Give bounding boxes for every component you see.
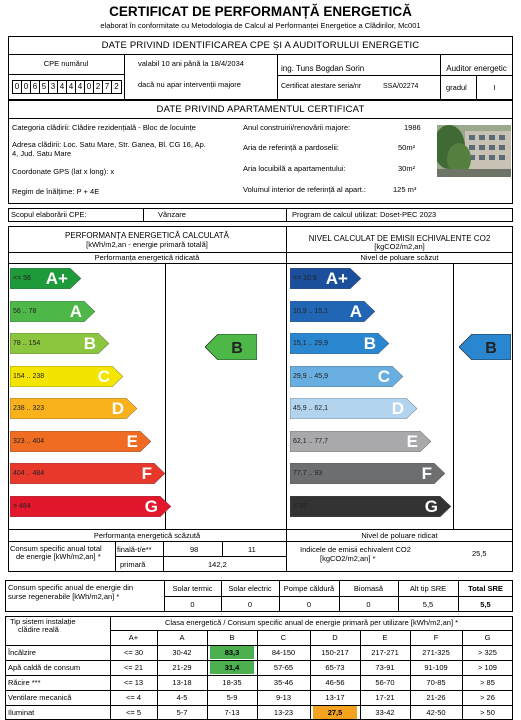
class-row-name: Răcire *** (8, 678, 41, 687)
class-range-label: 238 .. 323 (13, 405, 45, 412)
auditor-role: Auditor energetic (446, 64, 507, 73)
apartment-section-title: DATE PRIVIND APARTAMENTUL CERTIFICAT (156, 104, 365, 115)
class-cell: 65-73 (325, 663, 345, 672)
right_panel-class-bar-d (290, 398, 418, 419)
class-cell: 13-17 (325, 693, 345, 702)
class-range-label: 15,1 .. 29,9 (293, 340, 329, 347)
auditor-name: ing. Tuns Bogdan Sorin (281, 64, 365, 73)
final-energy-t: 98 (190, 545, 199, 554)
class-grade-letter: C (97, 366, 110, 386)
renewable-value: 5,5 (480, 600, 491, 609)
emission-index-label-1: Indicele de emisii echivalent CO2 (300, 545, 411, 554)
class-cell: 13-23 (273, 708, 294, 717)
consumption-label-1: Consum specific anual total (10, 544, 102, 553)
volume-label: Volumul interior de referință al apart.: (243, 185, 366, 194)
building-category: Categoria clădirii: Clădire rezidențială - Bloc de locuințe (12, 123, 196, 132)
class-cell: > 109 (478, 663, 497, 672)
left_panel-class-bar-b (10, 333, 110, 354)
class-cell: 271-325 (422, 648, 450, 657)
class-range-label: 154 .. 238 (13, 372, 45, 380)
class-cell: <= 21 (123, 663, 144, 672)
primary-energy-value: 142,2 (208, 560, 227, 569)
right-panel-subtitle: [kgCO2/m2,an] (374, 242, 425, 251)
cpe-digit: 2 (94, 81, 103, 93)
class-range-label: > 93 (293, 502, 307, 510)
cert-series-label: Certificat atestare seria/nr (281, 83, 362, 90)
class-cell: 33-42 (375, 708, 395, 717)
renewable-value: 5,5 (422, 600, 434, 609)
cpe-number-digits (12, 80, 122, 94)
gps-coordinates: Coordonate GPS (lat x long): x (12, 167, 115, 176)
class-cell: 5-7 (176, 708, 188, 717)
renewable-header: Pompe căldură (283, 584, 335, 593)
emission-current-class-letter: B (485, 340, 497, 357)
building-address-line1: Adresa clădirii: Loc. Satu Mare, Str. Ganea, Bl. CG 16, Ap. (12, 140, 206, 149)
cpe-digit: 2 (114, 82, 119, 91)
class-grade-letter: E (126, 431, 138, 451)
class-grade-letter: A (69, 301, 82, 321)
class-range-label: > 484 (13, 502, 31, 510)
class-cell: 70-85 (426, 678, 446, 687)
right_panel-class-bar-g (290, 496, 452, 517)
cert-series-value: SSA/02274 (383, 83, 419, 90)
emission-index-label-2: [kgCO2/m2,an] * (320, 554, 376, 563)
class-grade-letter: A+ (325, 269, 348, 288)
cpe-section-title: DATE PRIVIND IDENTIFICAREA CPE ȘI A AUDITORULUI ENERGETIC (101, 40, 420, 51)
cpe-digit: 5 (40, 81, 49, 93)
volume-value: 125 m³ (393, 185, 417, 194)
validity-note: dacă nu apar intervenții majore (138, 80, 241, 89)
class-table-title: Clasa energetică / Consum specific anual de energie primară per utilizare [kWh/m2,an] * (164, 618, 459, 627)
renewable-header: Alt tip SRE (409, 584, 447, 593)
left-panel-high: Performanța energetică ridicată (94, 253, 200, 262)
construction-year-value: 1986 (404, 123, 421, 132)
class-row-name: Iluminat (8, 708, 35, 717)
class-cell: 7-13 (224, 708, 240, 717)
class-grade-letter: G (424, 496, 438, 516)
left_panel-class-bar-a (10, 301, 96, 322)
class-cell: 21-26 (426, 693, 446, 702)
renewable-label-2: surse regenerabile [kWh/m2,an] * (8, 592, 120, 601)
class-cell: 35-46 (273, 678, 294, 687)
class-cell-current: 27,5 (313, 706, 357, 719)
renewable-header: Solar termic (172, 584, 213, 593)
class-column-header: C (280, 633, 287, 642)
left-panel-subtitle: [kWh/m2,an - energie primară totală] (86, 240, 208, 249)
class-cell: <= 30 (123, 648, 144, 657)
purpose-value: Vânzare (158, 210, 186, 219)
class-column-header: A (179, 633, 185, 642)
right-panel-title: NIVEL CALCULAT DE EMISII ECHIVALENTE CO2 (308, 234, 491, 243)
class-table-corner-2: clădire reală (18, 625, 59, 634)
class-grade-letter: D (111, 399, 124, 418)
class-cell: 13-18 (172, 678, 192, 687)
cpe-digit: 6 (31, 81, 40, 93)
validity-text: valabil 10 ani până la 18/4/2034 (138, 59, 244, 68)
class-cell-current: 83,3 (210, 646, 254, 659)
class-range-label: 29,9 .. 45,9 (293, 372, 329, 380)
class-range-label: 78 .. 154 (13, 340, 41, 347)
consumption-label-2: de energie [kWh/m2,an] * (16, 552, 101, 561)
class-cell: 56-70 (375, 678, 395, 687)
right-panel-high: Nivel de poluare ridicat (361, 531, 438, 540)
class-grade-letter: A+ (45, 269, 68, 288)
emission-index-value: 25,5 (472, 549, 487, 558)
class-table-corner-1: Tip sistem instalație (10, 617, 76, 626)
class-cell: 18-35 (222, 678, 242, 687)
left_panel-class-bar-c (10, 366, 124, 387)
class-range-label: 62,1 .. 77,7 (293, 437, 329, 445)
cpe-digit: 4 (67, 81, 76, 93)
renewable-header: Solar electric (228, 584, 272, 593)
cpe-digit: 0 (13, 81, 22, 93)
class-cell: 30-42 (172, 648, 192, 657)
cpe-digit: 4 (76, 81, 85, 93)
class-grade-letter: B (83, 334, 96, 353)
class-cell: 91-109 (424, 663, 448, 672)
height-regime: Regim de înălțime: P + 4E (12, 187, 100, 196)
purpose-label: Scopul elaborării CPE: (11, 210, 87, 219)
class-cell: <= 5 (125, 708, 141, 717)
class-range-label: 77,7 .. 93 (293, 470, 323, 477)
class-cell: 84-150 (271, 648, 296, 657)
class-cell-current: 31,4 (210, 661, 254, 674)
left_panel-class-bar-e (10, 431, 152, 452)
class-grade-letter: B (363, 334, 376, 353)
class-cell: 150-217 (321, 648, 349, 657)
class-grade-letter: F (141, 464, 152, 483)
left_panel-class-bar-d (10, 398, 138, 419)
class-column-header: D (332, 633, 338, 642)
right-panel-low: Nivel de poluare scăzut (360, 253, 439, 262)
right_panel-class-bar-c (290, 366, 404, 387)
living-area-value: 30m² (398, 164, 416, 173)
certificate-subtitle: elaborat în conformitate cu Metodologia de Calcul al Performanței Energetice a Clădirilor, Mc001 (100, 21, 421, 30)
class-grade-letter: A (349, 301, 362, 321)
certificate-title: CERTIFICAT DE PERFORMANȚĂ ENERGETICĂ (109, 4, 412, 19)
cpe-digit: 4 (58, 81, 67, 93)
renewable-header: Biomasă (353, 584, 384, 593)
primary-energy-label: primară (120, 560, 146, 569)
class-range-label: <= 56 (13, 275, 31, 282)
class-cell: 4-5 (176, 693, 188, 702)
cpe-digit: 3 (49, 81, 58, 93)
grade-label: gradul (446, 83, 467, 92)
class-cell: > 325 (478, 648, 497, 657)
renewable-value: 0 (366, 600, 371, 609)
right_panel-class-bar-f (290, 463, 446, 484)
energy-current-class-letter: B (231, 340, 243, 357)
class-range-label: 323 .. 404 (13, 437, 45, 445)
floor-area-value: 50m² (398, 143, 416, 152)
energy-current-class-marker (205, 334, 257, 360)
renewable-label-1: Consum specific anual de energie din (8, 583, 134, 592)
class-cell: <= 4 (125, 693, 141, 702)
right_panel-class-bar-a (290, 301, 376, 322)
class-column-header: E (382, 633, 388, 642)
class-cell: 17-21 (375, 693, 395, 702)
class-column-header: G (484, 633, 491, 642)
class-cell: 21-29 (172, 663, 192, 672)
class-column-header: A+ (128, 633, 139, 642)
class-range-label: 56 .. 78 (13, 307, 37, 315)
class-grade-letter: G (144, 496, 158, 516)
class-range-label: 404 .. 484 (13, 470, 45, 477)
left_panel-class-bar-g (10, 496, 172, 517)
class-column-header: B (229, 633, 235, 642)
construction-year-label: Anul construirii/renovării majore: (243, 123, 351, 132)
class-grade-letter: F (421, 464, 432, 483)
left_panel-class-bar-aplus (10, 268, 82, 289)
emission-current-class-marker (459, 334, 511, 360)
renewable-value: 0 (306, 600, 312, 609)
right_panel-class-bar-e (290, 431, 432, 452)
class-range-label: 45,9 .. 62,1 (293, 405, 329, 412)
left-panel-title: PERFORMANȚA ENERGETICĂ CALCULATĂ (65, 231, 229, 240)
class-cell: 9-13 (275, 693, 291, 702)
cpe-digit: 7 (103, 81, 112, 93)
cpe-digit: 0 (22, 81, 31, 93)
living-area-label: Aria locuibilă a apartamentului: (243, 164, 346, 173)
left_panel-class-bar-f (10, 463, 166, 484)
final-energy-e: 11 (248, 545, 256, 554)
class-cell: 217-271 (371, 648, 399, 657)
renewable-value: 0 (190, 600, 195, 609)
class-range-label: 10,9 .. 15,1 (293, 307, 329, 315)
class-cell: <= 13 (123, 678, 144, 687)
class-range-label: <= 10,9 (293, 275, 317, 282)
renewable-value: 0 (247, 600, 253, 609)
class-cell: 5-9 (226, 693, 238, 702)
class-grade-letter: C (377, 366, 390, 386)
class-row-name: Încălzire (8, 648, 36, 657)
building-photo (437, 125, 511, 177)
building-address-line2: 4, Jud. Satu Mare (12, 149, 72, 158)
class-cell: 73-91 (375, 663, 395, 672)
cpe-number-label: CPE numărul (43, 59, 89, 68)
class-cell: > 85 (480, 678, 495, 687)
class-grade-letter: E (406, 431, 418, 451)
class-column-header: F (433, 633, 439, 642)
class-cell: 46-56 (325, 678, 345, 687)
class-cell: > 26 (480, 693, 495, 702)
right_panel-class-bar-aplus (290, 268, 362, 289)
class-cell: 42-50 (426, 708, 446, 717)
right_panel-class-bar-b (290, 333, 390, 354)
left-panel-low: Performanța energetică scăzută (93, 531, 201, 540)
renewable-header: Total SRE (468, 584, 503, 593)
grade-value: I (493, 83, 496, 92)
floor-area-label: Aria de referință a pardoselii: (243, 143, 339, 152)
class-cell: 57-65 (273, 663, 294, 672)
final-energy-label: finală-t/e** (117, 545, 152, 554)
class-cell: > 50 (480, 708, 495, 717)
class-row-name: Ventilare mecanică (8, 693, 72, 702)
class-grade-letter: D (391, 399, 404, 418)
cpe-digit: 0 (85, 81, 94, 93)
calc-program: Program de calcul utilizat: Doset-PEC 2023 (292, 210, 437, 219)
class-row-name: Apă caldă de consum (8, 663, 81, 672)
